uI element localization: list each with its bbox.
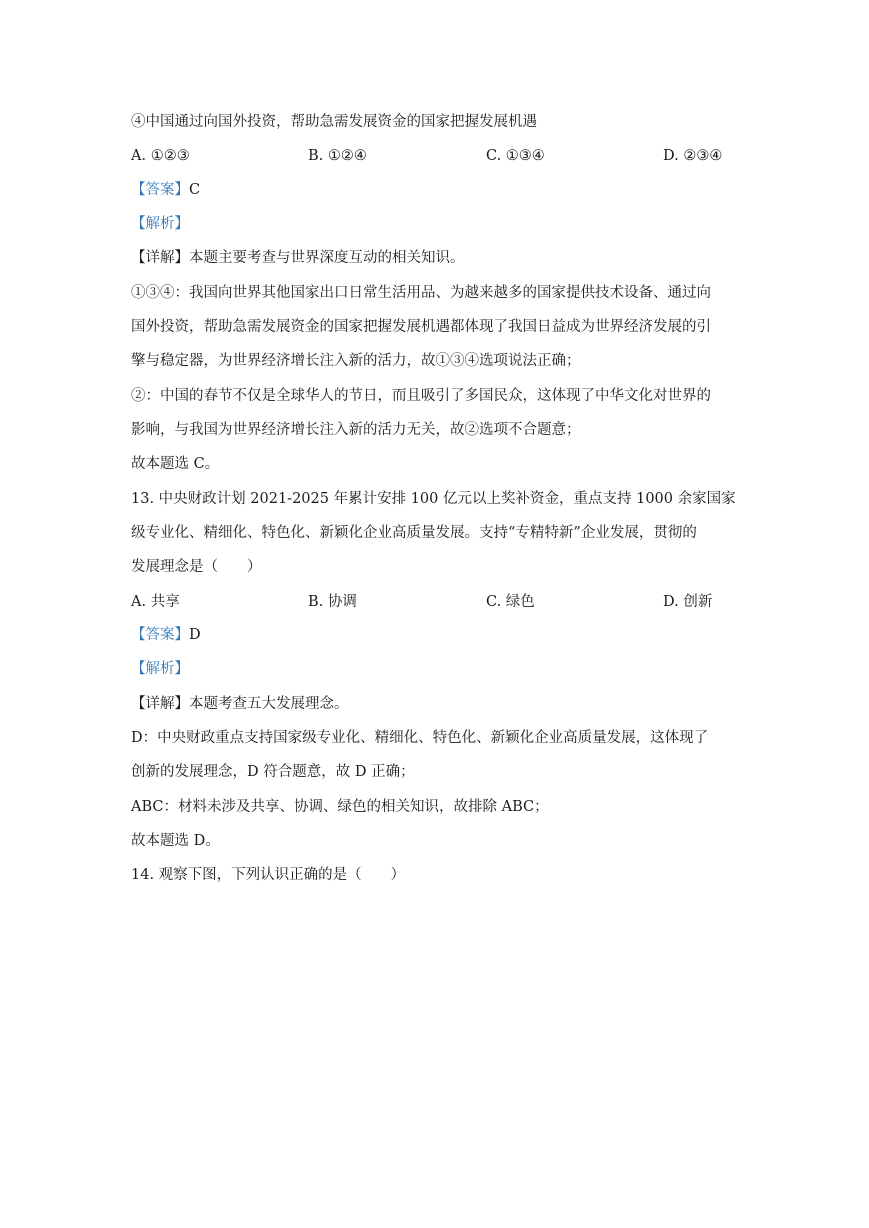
q13-answer bbox=[131, 625, 741, 645]
q12-choice-c: C. ①③④ bbox=[486, 148, 545, 164]
q12-conclusion: 故本题选 C。 bbox=[131, 456, 220, 472]
q12-option-4: ④中国通过向国外投资，帮助急需发展资金的国家把握发展机遇 bbox=[131, 114, 537, 130]
q13-para1-line1: D：中央财政重点支持国家级专业化、精细化、特色化、新颖化企业高质量发展，这体现了 bbox=[131, 730, 709, 746]
q12-choices bbox=[131, 146, 741, 166]
q14-stem: 14. 观察下图，下列认识正确的是（ ） bbox=[131, 867, 406, 883]
q12-choice-b: B. ①②④ bbox=[308, 148, 367, 164]
q13-stem-line3: 发展理念是（ ） bbox=[131, 559, 262, 575]
q12-detail: 【详解】本题主要考查与世界深度互动的相关知识。 bbox=[131, 250, 465, 266]
q12-para1-line2: 国外投资，帮助急需发展资金的国家把握发展机遇都体现了我国日益成为世界经济发展的引 bbox=[131, 319, 711, 335]
answer-tag: 【答案】 bbox=[131, 182, 189, 198]
q13-stem-line2: 级专业化、精细化、特色化、新颖化企业高质量发展。支持“专精特新”企业发展，贯彻的 bbox=[131, 525, 697, 541]
q12-para1-line3: 擎与稳定器，为世界经济增长注入新的活力，故①③④选项说法正确； bbox=[131, 353, 581, 369]
q12-choice-d: D. ②③④ bbox=[663, 148, 723, 164]
q13-choice-d: D. 创新 bbox=[663, 594, 713, 610]
q13-choice-c: C. 绿色 bbox=[486, 594, 535, 610]
q12-answer bbox=[131, 180, 741, 200]
q13-analysis-tag: 【解析】 bbox=[131, 661, 189, 677]
q13-detail: 【详解】本题考查五大发展理念。 bbox=[131, 696, 349, 712]
q13-choices bbox=[131, 592, 741, 612]
q12-analysis-tag: 【解析】 bbox=[131, 216, 189, 232]
answer-tag: 【答案】 bbox=[131, 627, 189, 643]
q12-choice-a: A. ①②③ bbox=[131, 148, 190, 164]
q13-conclusion: 故本题选 D。 bbox=[131, 833, 220, 849]
answer-value: D bbox=[189, 627, 201, 643]
q12-para2-line1: ②：中国的春节不仅是全球华人的节日，而且吸引了多国民众，这体现了中华文化对世界的 bbox=[131, 388, 711, 404]
answer-value: C bbox=[189, 182, 201, 198]
q13-para1-line2: 创新的发展理念，D 符合题意，故 D 正确； bbox=[131, 764, 415, 780]
q13-para2: ABC：材料未涉及共享、协调、绿色的相关知识，故排除 ABC； bbox=[131, 799, 549, 815]
q13-stem-line1: 13. 中央财政计划 2021-2025 年累计安排 100 亿元以上奖补资金，重点支持 1000 余家国家 bbox=[131, 491, 736, 507]
q12-para1-line1: ①③④：我国向世界其他国家出口日常生活用品、为越来越多的国家提供技术设备、通过向 bbox=[131, 285, 711, 301]
q12-para2-line2: 影响，与我国为世界经济增长注入新的活力无关，故②选项不合题意； bbox=[131, 422, 581, 438]
q13-choice-a: A. 共享 bbox=[131, 594, 180, 610]
q13-choice-b: B. 协调 bbox=[308, 594, 357, 610]
